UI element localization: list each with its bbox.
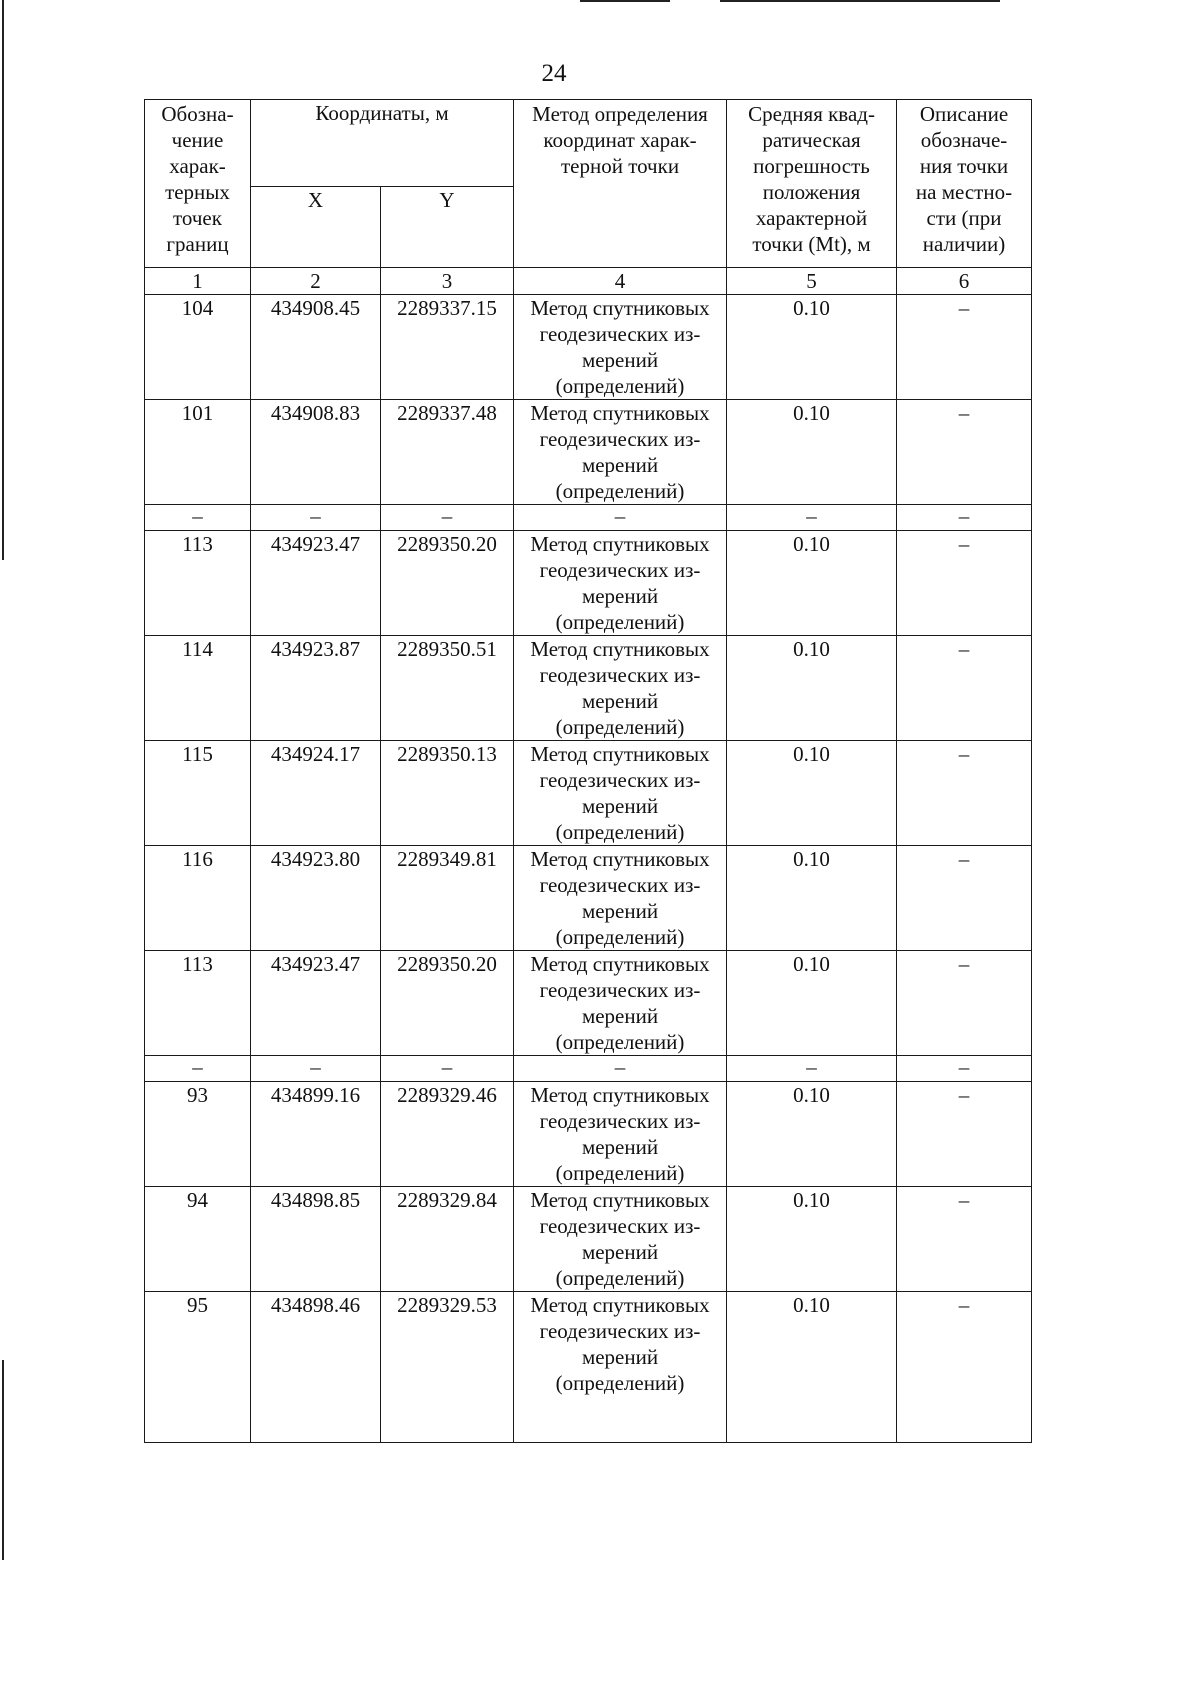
dash: – xyxy=(381,1056,514,1082)
coord-y: 2289350.13 xyxy=(381,741,514,846)
column-number: 2 xyxy=(251,268,381,295)
coord-y: 2289329.84 xyxy=(381,1187,514,1292)
error-value: 0.10 xyxy=(727,741,897,846)
error-value: 0.10 xyxy=(727,636,897,741)
table-row xyxy=(145,951,1032,1056)
error-value: 0.10 xyxy=(727,531,897,636)
method: Метод спутниковых геодезических из- мерений (определений) xyxy=(514,295,727,400)
table-row xyxy=(145,1187,1032,1292)
coord-x: 434923.80 xyxy=(251,846,381,951)
coord-y: 2289329.53 xyxy=(381,1292,514,1443)
coord-y: 2289329.46 xyxy=(381,1082,514,1187)
scan-top-line xyxy=(720,0,1000,2)
coord-y: 2289337.15 xyxy=(381,295,514,400)
point-id: 113 xyxy=(145,531,251,636)
dash: – xyxy=(727,1056,897,1082)
point-id: 114 xyxy=(145,636,251,741)
coord-x: 434923.47 xyxy=(251,951,381,1056)
header-coordinates: Координаты, м xyxy=(251,100,514,187)
page-number: 24 xyxy=(541,60,567,87)
coord-x: 434923.87 xyxy=(251,636,381,741)
dash: – xyxy=(251,1056,381,1082)
table-row xyxy=(145,400,1032,505)
error-value: 0.10 xyxy=(727,951,897,1056)
table-row xyxy=(145,531,1032,636)
description: – xyxy=(897,636,1032,741)
coord-x: 434908.83 xyxy=(251,400,381,505)
dash: – xyxy=(727,505,897,531)
description: – xyxy=(897,1082,1032,1187)
coord-x: 434898.85 xyxy=(251,1187,381,1292)
method: Метод спутниковых геодезических из- мерений (определений) xyxy=(514,846,727,951)
header-error: Средняя квад- ратическая погрешность положения характерной точки (Mt), м xyxy=(727,100,897,268)
column-number: 3 xyxy=(381,268,514,295)
header-method: Метод определения координат харак- терной точки xyxy=(514,100,727,268)
method: Метод спутниковых геодезических из- мерений (определений) xyxy=(514,636,727,741)
header-x: X xyxy=(251,187,381,268)
coord-y: 2289350.20 xyxy=(381,951,514,1056)
method: Метод спутниковых геодезических из- мерений (определений) xyxy=(514,951,727,1056)
point-id: 104 xyxy=(145,295,251,400)
point-id: 94 xyxy=(145,1187,251,1292)
error-value: 0.10 xyxy=(727,1187,897,1292)
method: Метод спутниковых геодезических из- мерений (определений) xyxy=(514,1187,727,1292)
point-id: 93 xyxy=(145,1082,251,1187)
point-id: 95 xyxy=(145,1292,251,1443)
method: Метод спутниковых геодезических из- мерений (определений) xyxy=(514,531,727,636)
table-row xyxy=(145,636,1032,741)
error-value: 0.10 xyxy=(727,1292,897,1443)
column-number: 4 xyxy=(514,268,727,295)
point-id: 113 xyxy=(145,951,251,1056)
description: – xyxy=(897,1187,1032,1292)
separator-row xyxy=(145,1056,1032,1082)
description: – xyxy=(897,1292,1032,1443)
point-id: 116 xyxy=(145,846,251,951)
scan-top-line xyxy=(580,0,670,2)
point-id: 101 xyxy=(145,400,251,505)
table-row xyxy=(145,1292,1032,1443)
coord-y: 2289350.20 xyxy=(381,531,514,636)
header-designation: Обозна- чение харак- терных точек границ xyxy=(145,100,251,268)
dash: – xyxy=(897,1056,1032,1082)
description: – xyxy=(897,295,1032,400)
column-number: 6 xyxy=(897,268,1032,295)
coord-x: 434924.17 xyxy=(251,741,381,846)
description: – xyxy=(897,951,1032,1056)
error-value: 0.10 xyxy=(727,1082,897,1187)
error-value: 0.10 xyxy=(727,400,897,505)
header-description: Описание обозначе- ния точки на местно- сти (при наличии) xyxy=(897,100,1032,268)
dash: – xyxy=(514,505,727,531)
dash: – xyxy=(381,505,514,531)
coord-x: 434923.47 xyxy=(251,531,381,636)
table-row xyxy=(145,846,1032,951)
error-value: 0.10 xyxy=(727,846,897,951)
coordinates-table xyxy=(144,99,1032,1443)
description: – xyxy=(897,741,1032,846)
method: Метод спутниковых геодезических из- мерений (определений) xyxy=(514,1082,727,1187)
method: Метод спутниковых геодезических из- мерений (определений) xyxy=(514,400,727,505)
column-number-row xyxy=(145,268,1032,295)
coord-y: 2289337.48 xyxy=(381,400,514,505)
coord-y: 2289350.51 xyxy=(381,636,514,741)
description: – xyxy=(897,846,1032,951)
separator-row xyxy=(145,505,1032,531)
scan-edge-line xyxy=(2,1360,4,1560)
method: Метод спутниковых геодезических из- мерений (определений) xyxy=(514,741,727,846)
error-value: 0.10 xyxy=(727,295,897,400)
dash: – xyxy=(145,1056,251,1082)
coord-x: 434899.16 xyxy=(251,1082,381,1187)
column-number: 5 xyxy=(727,268,897,295)
column-number: 1 xyxy=(145,268,251,295)
coord-x: 434908.45 xyxy=(251,295,381,400)
dash: – xyxy=(145,505,251,531)
table-row xyxy=(145,295,1032,400)
dash: – xyxy=(897,505,1032,531)
table-row xyxy=(145,1082,1032,1187)
method: Метод спутниковых геодезических из- мерений (определений) xyxy=(514,1292,727,1443)
description: – xyxy=(897,531,1032,636)
dash: – xyxy=(251,505,381,531)
coord-y: 2289349.81 xyxy=(381,846,514,951)
header-y: Y xyxy=(381,187,514,268)
header-row xyxy=(145,100,1032,187)
point-id: 115 xyxy=(145,741,251,846)
table-row xyxy=(145,741,1032,846)
dash: – xyxy=(514,1056,727,1082)
description: – xyxy=(897,400,1032,505)
coord-x: 434898.46 xyxy=(251,1292,381,1443)
